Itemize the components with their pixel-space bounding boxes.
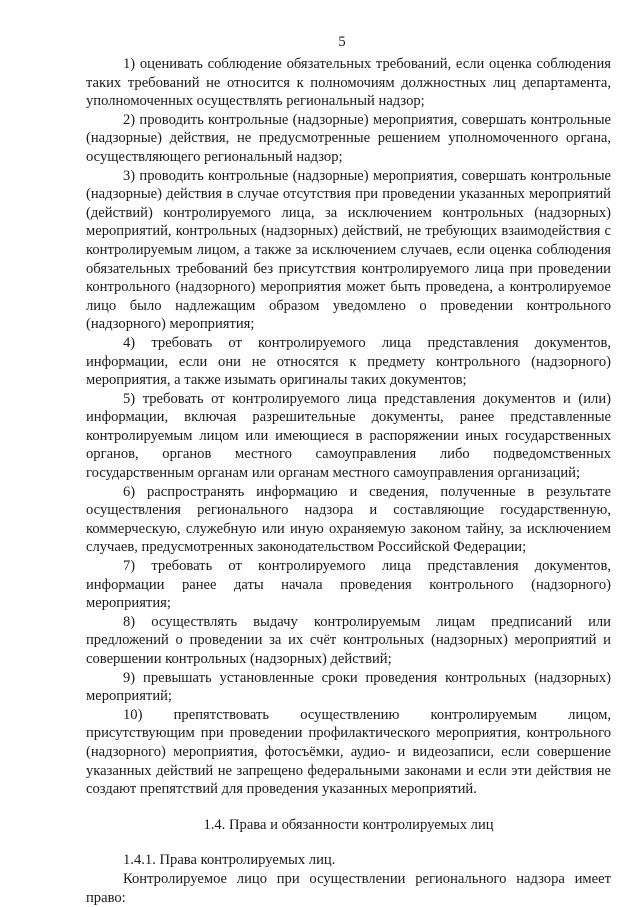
list-item-6: 6) распространять информацию и сведения, полученные в результате осуществления регионального надзора и составляющие государственную, коммерческую, служебную или иную охраняемую законом тайну, за исключением случаев, предусмотренных законодательством Российской Федерации; xyxy=(86,483,611,556)
list-item-3: 3) проводить контрольные (надзорные) мероприятия, совершать контрольные (надзорные) действия в случае отсутствия при проведении указанных мероприятий (действий) контролируемого лица, за исключением контрольных (надзорных) мероприятий, контрольных (надзорных) действий, не требующих взаимодействия с контролируемым лицом, а также за исключением случаев, если оценка соблюдения обязательных требований без присутствия контролируемого лица при проведении контрольного (надзорного) мероприятия может быть проведена, а контролируемое лицо было надлежащим образом уведомлено о проведении контрольного (надзорного) мероприятия; xyxy=(86,167,611,333)
list-item-8: 8) осуществлять выдачу контролируемым лицам предписаний или предложений о проведении за их счёт контрольных (надзорных) мероприятий и совершении контрольных (надзорных) действий; xyxy=(86,613,611,667)
page-number: 5 xyxy=(338,34,346,50)
list-item-4: 4) требовать от контролируемого лица представления документов, информации, если они не относятся к предмету контрольного (надзорного) мероприятия, а также изымать оригиналы таких документов; xyxy=(86,334,611,389)
list-item-10: 10) препятствовать осуществлению контролируемым лицом, присутствующим при проведении профилактического мероприятия, контрольного (надзорного) мероприятия, фотосъёмки, аудио- и видеозаписи, если совершение указанных действий не запрещено федеральными законами и если эти действия не создают препятствий для проведения указанных мероприятий. xyxy=(86,706,611,798)
section-heading: 1.4. Права и обязанности контролируемых лиц xyxy=(203,816,494,833)
document-body xyxy=(86,55,611,907)
list-item-2: 2) проводить контрольные (надзорные) мероприятия, совершать контрольные (надзорные) действия, не предусмотренные решением уполномоченного органа, осуществляющего региональный надзор; xyxy=(86,111,611,165)
list-item-1: 1) оценивать соблюдение обязательных требований, если оценка соблюдения таких требований не относится к полномочиям должностных лиц департамента, уполномоченных осуществлять региональный надзор; xyxy=(86,56,611,110)
list-item-7: 7) требовать от контролируемого лица представления документов, информации ранее даты начала проведения контрольного (надзорного) мероприятия; xyxy=(86,558,611,612)
list-item-9: 9) превышать установленные сроки проведения контрольных (надзорных) мероприятий; xyxy=(86,669,611,705)
subsection-heading: 1.4.1. Права контролируемых лиц. xyxy=(123,852,336,869)
rights-intro-paragraph: Контролируемое лицо при осуществлении регионального надзора имеет право: xyxy=(86,870,611,906)
list-item-5: 5) требовать от контролируемого лица представления документов и (или) информации, включая разрешительные документы, ранее представленные контролируемым лицом или имеющиеся в распоряжении иных государственных органов, органов местного самоуправления либо подведомственных государственным органам или органам местного самоуправления организаций; xyxy=(86,390,611,482)
